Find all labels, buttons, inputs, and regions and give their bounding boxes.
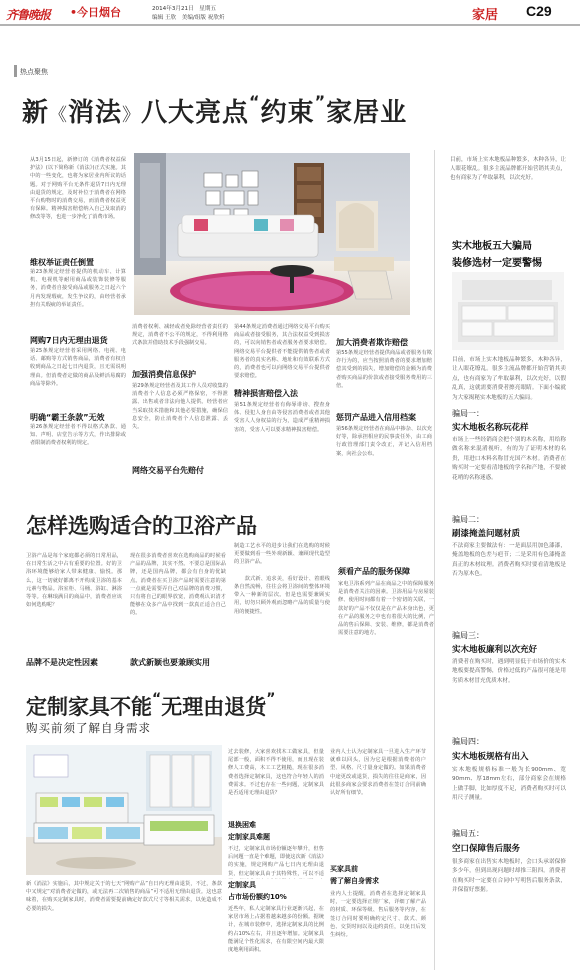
title3-part: “ — [152, 691, 162, 707]
title3-part: ” — [266, 691, 276, 707]
title3-part: 定制家具不能 — [26, 695, 152, 719]
scam-text-1: 市场上一些经销商会把个别的木名称，用给称做名称来混淆视听，有的为了证明木材的名贵，用进口木料名称冒充国产木材。消费者在购买时一定要看清地板的学名和产地，不要被花哨的名称迷惑。 — [452, 437, 566, 481]
article2-col1-text: 卫浴产品是每个家庭都必须的日常用品，在日常生活之中占有重要的位置。好的卫浴环境能够给家人带来健康、愉悦。那么，这一切就好都离不开构成卫浴的基本元素与物品。浴室柜、马桶、浴缸、淋浴等等。在琳琅满目的商品中，消费者应该如何选购呢？ — [26, 553, 122, 609]
article3-col-a3: 近些年，私人定制家具行业逐渐兴起，在家居市场上占据着越来越多的份额。据统计，在城市装修中，选择定制家具的比例约占10%左右，并且逐年增加。定制家具能满足个性化需求，在有限空间内最大限度地利用面积。 — [228, 906, 324, 954]
header-rule — [0, 24, 580, 26]
subhead-credit-record: 惩罚产品进入信用档案 — [336, 413, 416, 422]
subhead-fraud-compensation: 加大消费者欺诈赔偿 — [336, 338, 408, 347]
article1-col1-text1: 第23条规定经营者提供的机动车、计算机、电视机等耐用商品或装饰装修等服务，消费者自接受商品或服务之日起六个月内发现瑕疵，发生争议的，由经营者承担有关瑕疵的举证责任。 — [30, 269, 126, 308]
article3-col-b1: 业内人士认为定制家具一旦进入生产环节就难以回头，因为它是根据消费者的户型、风格、尺寸量身定做的。如果消费者中途更改或退货，损失的往往是商家，因此很多商家会要求消费者在签订合同前确认好所有细节。 — [330, 749, 426, 797]
article1-col2-text2: 第29条规定经营者及其工作人员对收集的消费者个人信息必须严格保密，不得泄露、出售或者非法向他人提供。经营者应当采取技术措施和其他必要措施，确保信息安全，防止消费者个人信息泄露、丢失。 — [132, 383, 228, 431]
title1-part: ” — [314, 92, 327, 111]
masthead-text: 齐鲁晚报 — [6, 8, 51, 22]
article3-title — [26, 691, 275, 721]
article1-col1-text3: 第26条规定经营者不得以格式条款、通知、声明、店堂告示等方式，作出排除或者限制消费者权利的规定。 — [30, 424, 126, 447]
sidebar-title-line2: 装修选材一定要警惕 — [452, 258, 542, 269]
header-date: 2014年3月21日 星期五 — [152, 6, 217, 12]
subhead-customize-difficulty: 定制家具难题 — [228, 833, 270, 841]
article1-lead: 从3月15日起，新修订的《消费者权益保护法》(以下简称新《消法》)正式实施。其中的一些变化，也将为家居业内所议的话题。对于网购平台无条件退货7日内无理由退货的规定，及时补位于消费者在网络平台购物时的消费交易，而消费者权益更有保障。精神损害赔偿纳入自己及取消的修改等等，也进一步净化了消费市场。 — [30, 157, 126, 221]
article2-col4-text: 家电卫浴系列产品在商品之中的保障服务是消费者关注的因素。卫浴用品与房屋装修、使用时间都有着一个密切的关联，一款好的产品不仅仅是在产品本身出色，更在产品的服务之中也有着很大的比例，产品的售后保障、安装、维修，都是消费者需要注意的地方。 — [338, 581, 434, 637]
scam-label-5: 骗局五： — [452, 829, 484, 838]
section-name: 家居 — [472, 8, 499, 23]
article1-title — [22, 92, 407, 129]
kids-room-photo — [26, 745, 222, 875]
subhead-return-hard: 退换困难 — [228, 821, 256, 829]
scam-label-3: 骗局三： — [452, 631, 484, 640]
edition-badge — [70, 4, 121, 20]
subhead-style: 款式新颖也要兼顾实用 — [130, 658, 210, 667]
subhead-privacy: 加强消费信息保护 — [132, 370, 196, 379]
header-editors: 编辑 王欣 美编/组版 祝欣炘 — [152, 15, 225, 21]
subhead-brand: 品牌不是决定性因素 — [26, 658, 98, 667]
title1-part: 《 — [49, 105, 69, 126]
article1-col3-text1: 第44条规定消费者通过网络交易平台购买商品或者接受服务，其合法权益受到损害的，可以向销售者或者服务者要求赔偿。网络交易平台提供者不能提供销售者或者服务者的真实名称、地址和有效联系方式的，消费者也可以向网络交易平台提供者要求赔偿。 — [234, 324, 330, 380]
tag-bar-icon — [14, 65, 17, 77]
subhead-7day-return: 网购7日内无理由退货 — [30, 336, 108, 345]
scam-title-3: 实木地板廉利以次充好 — [452, 645, 538, 655]
living-room-photo — [134, 153, 410, 315]
subhead-burden-of-proof: 维权举证责任倒置 — [30, 258, 94, 267]
living-room-illustration — [134, 153, 410, 315]
kids-room-caption: 新《消法》实施后，其中规定关于的七天“网购产品”自日内无理由退货，不过，条款中又规定“对消费者定做的，或无法再二次销售的商品”可不适用无理由退货。这也意味着，在购买定制家具时，消费者需要提前确定好款式尺寸等相关需求，以免造成不必要的损失。 — [26, 881, 222, 912]
title1-part: 八大亮点 — [141, 98, 250, 128]
subhead-platform-compensation: 网络交易平台先赔付 — [132, 466, 204, 475]
edition-label: 今日烟台 — [77, 6, 122, 19]
scam-label-1: 骗局一： — [452, 409, 484, 418]
article1-col1-text2: 第25条规定经营者采用网络、电视、电话、邮购等方式销售商品，消费者有权自收到商品之日起七日内退货，且无需说明理由。但消费者定做的商品及鲜活易腐的商品等除外。 — [30, 348, 126, 387]
page-number: C29 — [526, 3, 552, 19]
subhead-before-buy: 买家具前 — [330, 865, 358, 873]
article3-col-a2: 不过，定制家具市场份额逐年攀升，但售后问题一直是个难题，即使这次新《消法》的实施，规定网购产品七日内无理由退货，但定制家具由于其特殊性，可以不适 — [228, 846, 324, 877]
scam-text-5: 很多商家在出售实木地板时，会口头承诺保修多少年，但到出现问题时却推三阻四。消费者在购买时一定要在合同中写明售后服务条款，并保留好票据。 — [452, 859, 566, 894]
subhead-service: 须看产品的服务保障 — [338, 567, 410, 576]
title1-part: 消法 — [68, 98, 123, 128]
sidebar-intro: 目前，市场上实木地板品种繁多，木种各异，让人眼花缭乱。很多主流品牌都开始营销其卖点，也有商家为了牟取暴利，以次充好，以假乱真，这就需要消费者擦亮眼睛。下面小编就为大家揭秘实木地板的五大骗局。 — [452, 357, 566, 401]
edition-dot: • — [70, 6, 78, 19]
title1-part: 新 — [22, 98, 50, 128]
kids-room-illustration — [26, 745, 222, 875]
article3-col-a1: 过去装修，大家喜欢找木工做家具，但量尾部一般，面积不得不使用，而且现在装修人工费高，木工工艺粗糙，现在很多消费者选择定制家具，这也符合年轻人的消费需求。不过也存在一些问题，定制家具是否适用无理由退货？ — [228, 749, 324, 797]
scam-title-5: 空口保障售后服务 — [452, 844, 521, 854]
subhead-mental-damage: 精神损害赔偿入法 — [234, 389, 298, 398]
scam-title-1: 实木地板名称玩花样 — [452, 423, 529, 433]
title3-part: 无理由退货 — [161, 695, 267, 719]
article1-col3-text2: 第51条规定经营者有侮辱诽谤、搜查身体、侵犯人身自由等侵害消费者或者其他受害人人身权益的行为，造成严重精神损害的，受害人可以要求精神损害赔偿。 — [234, 402, 330, 433]
subhead-understand: 需了解自身需求 — [330, 877, 379, 885]
title1-part: 》 — [122, 105, 142, 126]
title1-part: 家居业 — [326, 98, 408, 128]
subhead-unfair-terms: 明确“霸王条款”无效 — [30, 413, 105, 422]
sidebar-top-partial: 目前，市场上实木地板品种繁多，木种各异，让人眼花缭乱。很多主流品牌都开始营销其卖点，也有商家为了牟取暴利，以次充好。 — [450, 157, 566, 181]
scam-label-4: 骗局四： — [452, 737, 484, 746]
wood-floor-photo — [452, 272, 564, 350]
article1-col4-text1: 第55条规定经营者提供商品或者服务有欺诈行为的，应当按照消费者的要求增加赔偿其受到的损失，增加赔偿的金额为消费者购买商品的价款或者接受服务费用的三倍。 — [336, 350, 432, 389]
wood-floor-illustration — [452, 272, 564, 350]
article1-col4-text2: 第56条规定经营者在商品中掺杂、以次充好等，除承担相应的民事责任外，由工商行政管理部门责令改正，并记入信用档案，向社会公布。 — [336, 426, 432, 457]
scam-title-4: 实木地板规格有出入 — [452, 752, 529, 762]
article2-title: 怎样选购适合的卫浴产品 — [26, 514, 257, 538]
subhead-share-pct: 占市场份额约10% — [228, 893, 287, 901]
article3-col-b2: 业内人士提醒，消费者在选择定制家具时，一定要选择正规厂家，详细了解产品的材质、环保等级、售后服务等内容，在签订合同时要明确约定尺寸、款式、颜色、交货时间以及违约责任，以免日后发生纠纷。 — [330, 891, 426, 939]
scam-text-2: 不法商家主要做法有：一是面层用加色漆漆，掩盖地板的色差与疤节；二是采用有色漆掩盖真正的木材纹理。消费者购买时要看清地板是否为原木色。 — [452, 543, 566, 578]
masthead-logo — [6, 4, 72, 20]
article3-subtitle: 购买前须了解自身需求 — [26, 721, 151, 735]
scam-text-3: 消费者在购买时，遇到明显低于市场价的实木地板要提高警惕，价格过低的产品很可能是用劣质木材冒充优质木材。 — [452, 659, 566, 684]
title1-part: “ — [249, 92, 261, 111]
scam-text-4: 实木地板规格标准一般为长900mm、宽90mm、厚18mm左右，部分商家会在规格上做手脚，比如厚度不足，消费者购买时可以用尺子测量。 — [452, 767, 566, 802]
section-tag: 热点聚焦 — [20, 68, 48, 76]
scam-label-2: 骗局二： — [452, 515, 484, 524]
sidebar-divider — [434, 150, 435, 970]
article2-col2-text: 现在很多消费者喜欢在选购商品的时候看产品的品牌，其实不然。不要总是国际品牌，还是国内品牌，都会有自身的优缺点。消费者在买卫浴产品时需要注意的第一点就是需要弄自己对品牌的消费习惯，只有将自己的眼界放宽，消费观认识清才能够在众多产品中找到一款真正适合自己的。 — [130, 553, 226, 617]
article2-col3-text: 制造工艺水平的进步让我们在选购的时候更要做到看一些外观新颖、兼顾现代造型的卫浴产品。 款式新、追求美，看好设计、着眼线条自然流畅，往往会将卫浴间的整体环境带入一种新的层次。但是也需要兼顾实用，切勿只顾外观而忽略产品的质量与使用的便捷性。 — [234, 543, 330, 615]
sidebar-title-line1: 实木地板五大骗局 — [452, 241, 532, 252]
subhead-share: 定制家具 — [228, 881, 256, 889]
scam-title-2: 刷漆掩盖问题材质 — [452, 529, 521, 539]
article1-col2-text1: 消费者权利、减轻或者免除经营者责任的规定，消费者不公平的规定，不得利用格式条款并借助技术手段强制交易。 — [132, 324, 228, 347]
title1-part: 约束 — [260, 98, 315, 128]
